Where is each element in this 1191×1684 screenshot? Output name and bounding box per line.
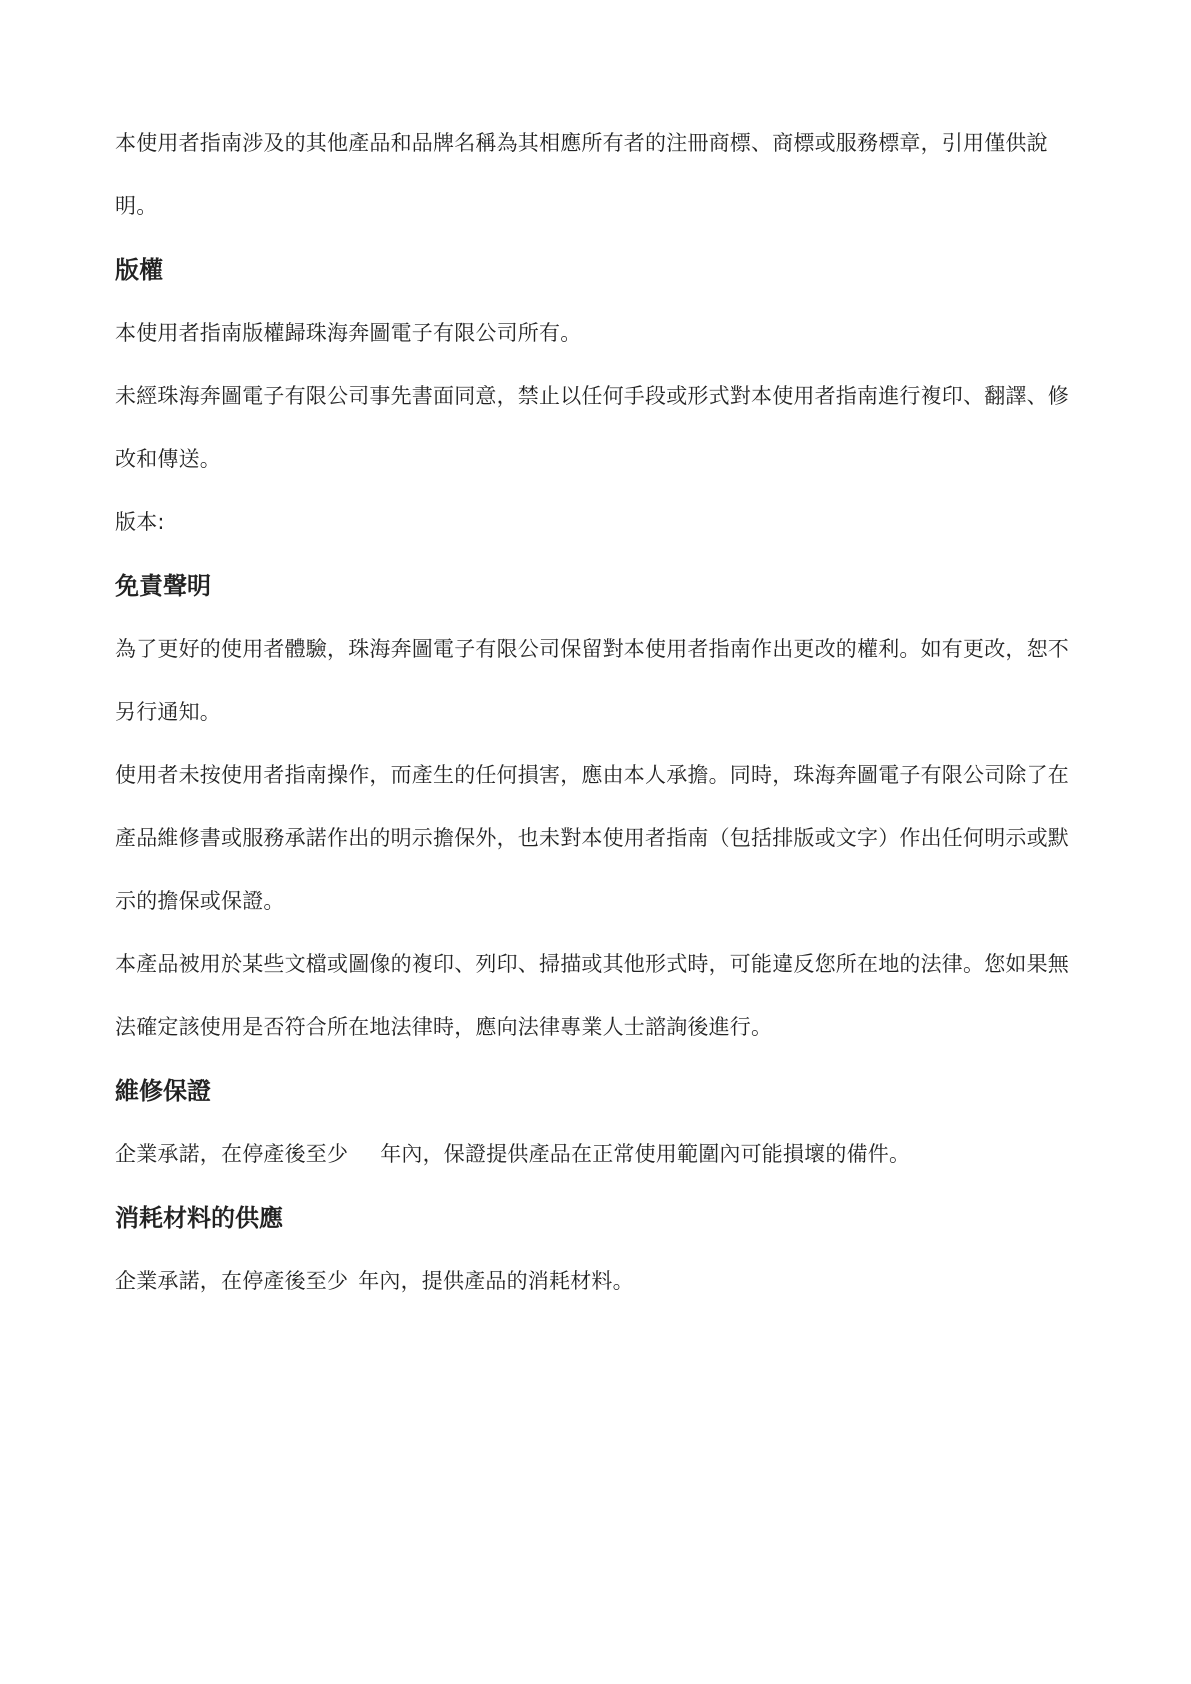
- trademark-note: 本使用者指南涉及的其他產品和品牌名稱為其相應所有者的注冊商標、商標或服務標章，引用僅供說明。: [115, 131, 1048, 218]
- consumables-heading: 消耗材料的供應: [115, 1204, 283, 1232]
- warranty-heading: 維修保證: [115, 1077, 211, 1105]
- disclaimer-heading: 免責聲明: [115, 572, 211, 600]
- consumables-text-before: 企業承諾，在停產後至少: [115, 1269, 349, 1293]
- copyright-heading: 版權: [115, 256, 163, 284]
- copyright-ownership: 本使用者指南版權歸珠海奔圖電子有限公司所有。: [115, 321, 582, 345]
- disclaimer-paragraph-1: 為了更好的使用者體驗，珠海奔圖電子有限公司保留對本使用者指南作出更改的權利。如有更改，恕不另行通知。: [115, 637, 1069, 724]
- warranty-text-after: 年內，保證提供產品在正常使用範圍內可能損壞的備件。: [380, 1142, 911, 1166]
- document-page: [115, 112, 1090, 1313]
- version-label: 版本:: [115, 510, 165, 534]
- consumables-text: [115, 1250, 1090, 1313]
- copyright-restriction: 未經珠海奔圖電子有限公司事先書面同意，禁止以任何手段或形式對本使用者指南進行複印、翻譯、修改和傳送。: [115, 384, 1069, 471]
- consumables-text-after: 年內，提供產品的消耗材料。: [358, 1269, 634, 1293]
- disclaimer-paragraph-3: 本產品被用於某些文檔或圖像的複印、列印、掃描或其他形式時，可能違反您所在地的法律。您如果無法確定該使用是否符合所在地法律時，應向法律專業人士諮詢後進行。: [115, 952, 1069, 1039]
- warranty-text: [115, 1123, 1090, 1186]
- disclaimer-paragraph-2: 使用者未按使用者指南操作，而產生的任何損害，應由本人承擔。同時，珠海奔圖電子有限公司除了在產品維修書或服務承諾作出的明示擔保外，也未對本使用者指南（包括排版或文字）作出任何明示或默示的擔保或保證。: [115, 763, 1069, 913]
- warranty-text-before: 企業承諾，在停產後至少: [115, 1142, 349, 1166]
